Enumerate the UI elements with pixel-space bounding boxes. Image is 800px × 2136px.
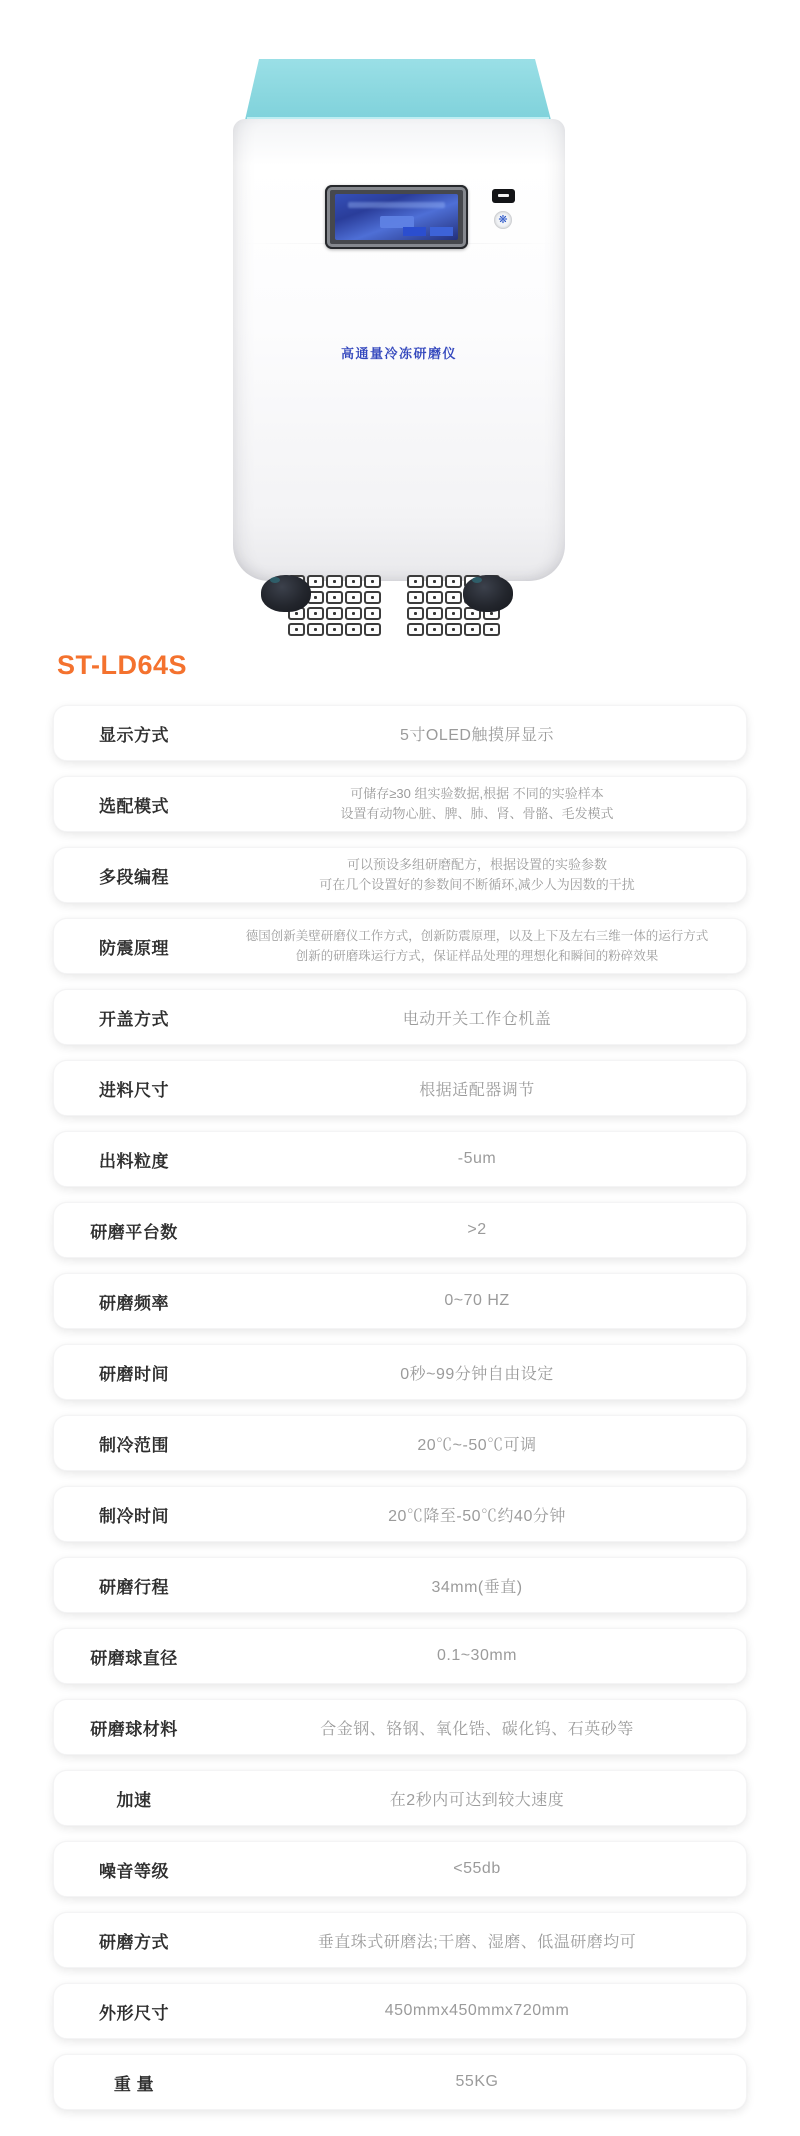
- spec-value: -5um: [457, 1150, 497, 1167]
- spec-row: [53, 1273, 747, 1329]
- spec-table: [53, 705, 747, 2110]
- grinder-machine-image: [233, 57, 565, 612]
- spec-value: 垂直珠式研磨法;干磨、湿磨、低温研磨均可: [317, 1933, 637, 1951]
- vent-hole: [445, 607, 462, 620]
- spec-value: <55db: [453, 1860, 501, 1877]
- vent-hole: [307, 607, 324, 620]
- spec-row: [53, 989, 747, 1045]
- vent-hole: [345, 607, 362, 620]
- machine-top-lid: [233, 57, 565, 120]
- machine-body: [233, 119, 565, 581]
- vent-hole: [464, 623, 481, 636]
- caster-wheel-right: [463, 575, 513, 612]
- product-figure: [0, 0, 800, 612]
- spec-row: [53, 1699, 747, 1755]
- spec-value: 0秒~99分钟自由设定: [400, 1365, 554, 1383]
- vent-hole: [426, 575, 443, 588]
- spec-value: 合金钢、铬钢、氧化锆、碳化钨、石英砂等: [320, 1720, 634, 1738]
- usb-port: [492, 189, 515, 203]
- spec-label: 外形尺寸: [99, 2003, 169, 2023]
- vent-hole: [426, 591, 443, 604]
- spec-label: 防震原理: [99, 938, 169, 958]
- vent-hole: [326, 575, 343, 588]
- vent-hole: [445, 575, 462, 588]
- vent-hole: [445, 623, 462, 636]
- spec-value: 0.1~30mm: [436, 1647, 518, 1664]
- touchscreen: [325, 185, 468, 249]
- spec-label: 研磨行程: [99, 1577, 169, 1597]
- vent-hole: [426, 607, 443, 620]
- vent-hole: [326, 623, 343, 636]
- spec-row: [53, 776, 747, 832]
- spec-value: 450mmx450mmx720mm: [384, 2002, 570, 2019]
- vent-hole: [364, 575, 381, 588]
- spec-row: [53, 847, 747, 903]
- spec-value: >2: [467, 1221, 487, 1238]
- vent-hole: [483, 623, 500, 636]
- spec-label: 研磨频率: [99, 1293, 169, 1313]
- spec-row: [53, 1486, 747, 1542]
- vent-hole: [407, 623, 424, 636]
- spec-label: 开盖方式: [99, 1009, 169, 1029]
- spec-row: [53, 1912, 747, 1968]
- vent-hole: [407, 591, 424, 604]
- spec-value: 55KG: [455, 2073, 499, 2090]
- vent-hole: [407, 575, 424, 588]
- spec-row: [53, 1628, 747, 1684]
- spec-label: 制冷时间: [99, 1506, 169, 1526]
- vent-hole: [364, 591, 381, 604]
- spec-row: [53, 2054, 747, 2110]
- spec-row: [53, 1983, 747, 2039]
- spec-value: 可储存≥30 组实验数据,根据 不同的实验样本 设置有动物心脏、脾、肺、肾、骨骼、毛发模式: [340, 785, 614, 821]
- vent-hole: [345, 623, 362, 636]
- spec-value: 德国创新美壁研磨仪工作方式，创新防震原理，以及上下及左右三维一体的运行方式 创新的研磨珠运行方式，保证样品处理的理想化和瞬间的粉碎效果: [245, 929, 709, 963]
- spec-label: 出料粒度: [99, 1151, 169, 1171]
- spec-label: 研磨时间: [99, 1364, 169, 1384]
- spec-value: 电动开关工作仓机盖: [402, 1010, 552, 1028]
- caster-wheel-left: [261, 575, 311, 612]
- spec-value: 可以预设多组研磨配方，根据设置的实验参数 可在几个设置好的参数间不断循环,减少人为因数的干扰: [319, 856, 635, 892]
- vent-hole: [326, 607, 343, 620]
- screen-bottom-button-1: [403, 227, 426, 236]
- spec-label: 重 量: [113, 2074, 155, 2094]
- spec-label: 研磨球直径: [90, 1648, 178, 1668]
- touchscreen-display: [335, 194, 458, 240]
- vent-hole: [445, 591, 462, 604]
- spec-row: [53, 1770, 747, 1826]
- vent-hole: [307, 623, 324, 636]
- spec-value: 20℃~-50℃可调: [417, 1436, 537, 1454]
- spec-row: [53, 1344, 747, 1400]
- spec-row: [53, 1557, 747, 1613]
- machine-front-label: 高通量冷冻研磨仪: [340, 346, 457, 361]
- spec-label: 显示方式: [99, 725, 169, 745]
- spec-value: 20℃降至-50℃约40分钟: [388, 1507, 566, 1525]
- vent-hole: [288, 623, 305, 636]
- spec-row: [53, 1202, 747, 1258]
- spec-label: 噪音等级: [99, 1861, 169, 1881]
- spec-label: 研磨平台数: [90, 1222, 178, 1242]
- vent-hole: [364, 623, 381, 636]
- vent-hole: [345, 591, 362, 604]
- spec-label: 制冷范围: [99, 1435, 169, 1455]
- vent-hole: [364, 607, 381, 620]
- spec-row: [53, 1060, 747, 1116]
- spec-row: [53, 705, 747, 761]
- spec-label: 加速: [116, 1790, 152, 1810]
- spec-label: 研磨球材料: [90, 1719, 178, 1739]
- model-title: ST-LD64S: [57, 650, 188, 680]
- vent-hole: [407, 607, 424, 620]
- spec-value: 根据适配器调节: [419, 1081, 535, 1099]
- spec-row: [53, 1131, 747, 1187]
- spec-row: [53, 918, 747, 974]
- spec-row: [53, 1415, 747, 1471]
- vent-hole: [345, 575, 362, 588]
- vent-hole: [426, 623, 443, 636]
- spec-value: 0~70 HZ: [444, 1292, 510, 1309]
- spec-label: 进料尺寸: [99, 1080, 169, 1100]
- spec-label: 研磨方式: [99, 1932, 169, 1952]
- spec-row: [53, 1841, 747, 1897]
- brand-logo-icon: ❋: [494, 211, 512, 229]
- screen-text-glow: [348, 202, 445, 208]
- spec-value: 34mm(垂直): [431, 1578, 523, 1596]
- spec-label: 多段编程: [99, 867, 169, 887]
- screen-bottom-button-2: [430, 227, 453, 236]
- spec-label: 选配模式: [99, 796, 169, 816]
- spec-value: 5寸OLED触摸屏显示: [400, 726, 554, 744]
- spec-value: 在2秒内可达到较大速度: [389, 1791, 565, 1809]
- vent-hole: [326, 591, 343, 604]
